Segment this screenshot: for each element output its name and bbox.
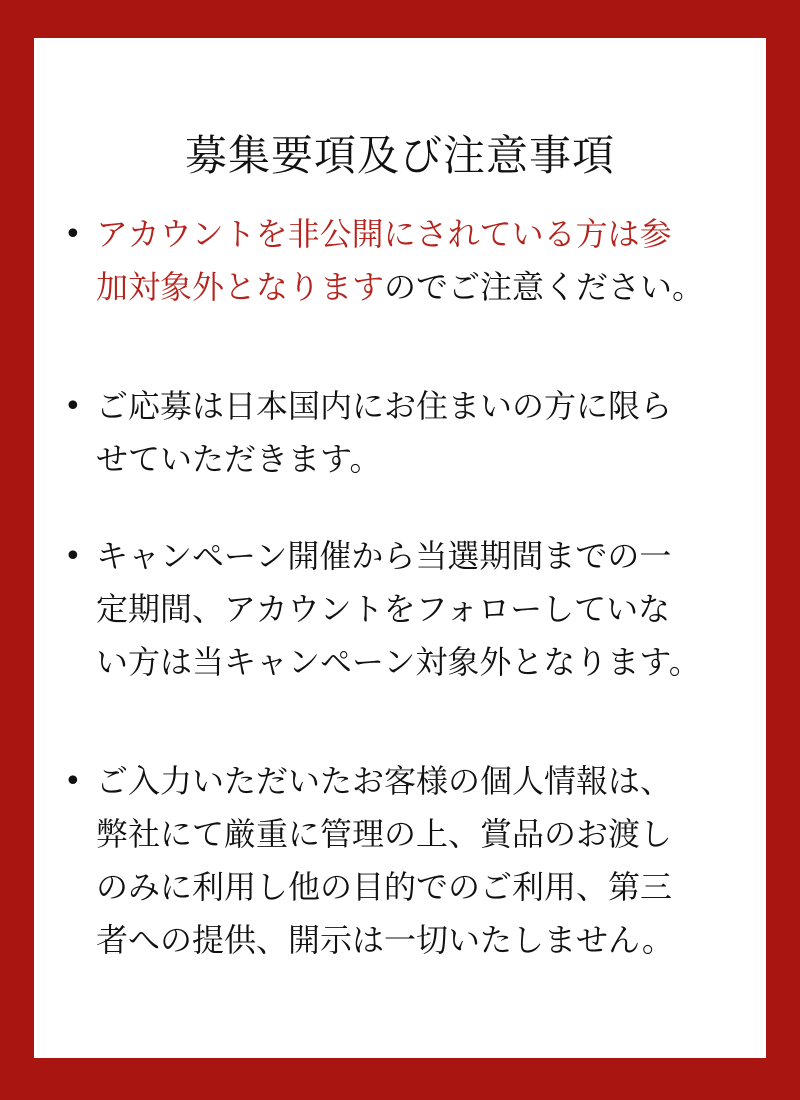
note-line: ご入力いただいたお客様の個人情報は、 (96, 762, 673, 800)
note-line: キャンペーン開催から当選期間までの一 (96, 537, 672, 575)
note-line: せていただきます。 (96, 440, 382, 478)
note-line (96, 208, 746, 261)
note-line (96, 261, 746, 314)
highlight-text: アカウントを非公開にされている方は参 (96, 215, 672, 253)
note-residency (64, 380, 746, 486)
bullet-icon: • (64, 217, 82, 252)
note-line: 定期間、アカウントをフォローしていな (96, 590, 671, 628)
note-privacy (64, 755, 746, 967)
notice-card (34, 38, 766, 1058)
note-line: 者への提供、開示は一切いたしません。 (96, 921, 674, 959)
note-follow-requirement (64, 530, 746, 689)
note-line: ご応募は日本国内にお住まいの方に限ら (96, 387, 673, 425)
note-line: のみに利用し他の目的でのご利用、第三 (96, 868, 673, 906)
page-title: 募集要項及び注意事項 (184, 131, 615, 180)
note-private-account (64, 208, 746, 314)
highlight-text: 加対象外となります (96, 268, 385, 306)
bullet-icon: • (64, 389, 82, 424)
note-line: 弊社にて厳重に管理の上、賞品のお渡し (96, 815, 673, 853)
bullet-icon: • (64, 764, 82, 799)
bullet-icon: • (64, 539, 82, 574)
plain-text: のでご注意ください。 (384, 268, 705, 306)
note-line: い方は当キャンペーン対象外となります。 (96, 643, 701, 681)
